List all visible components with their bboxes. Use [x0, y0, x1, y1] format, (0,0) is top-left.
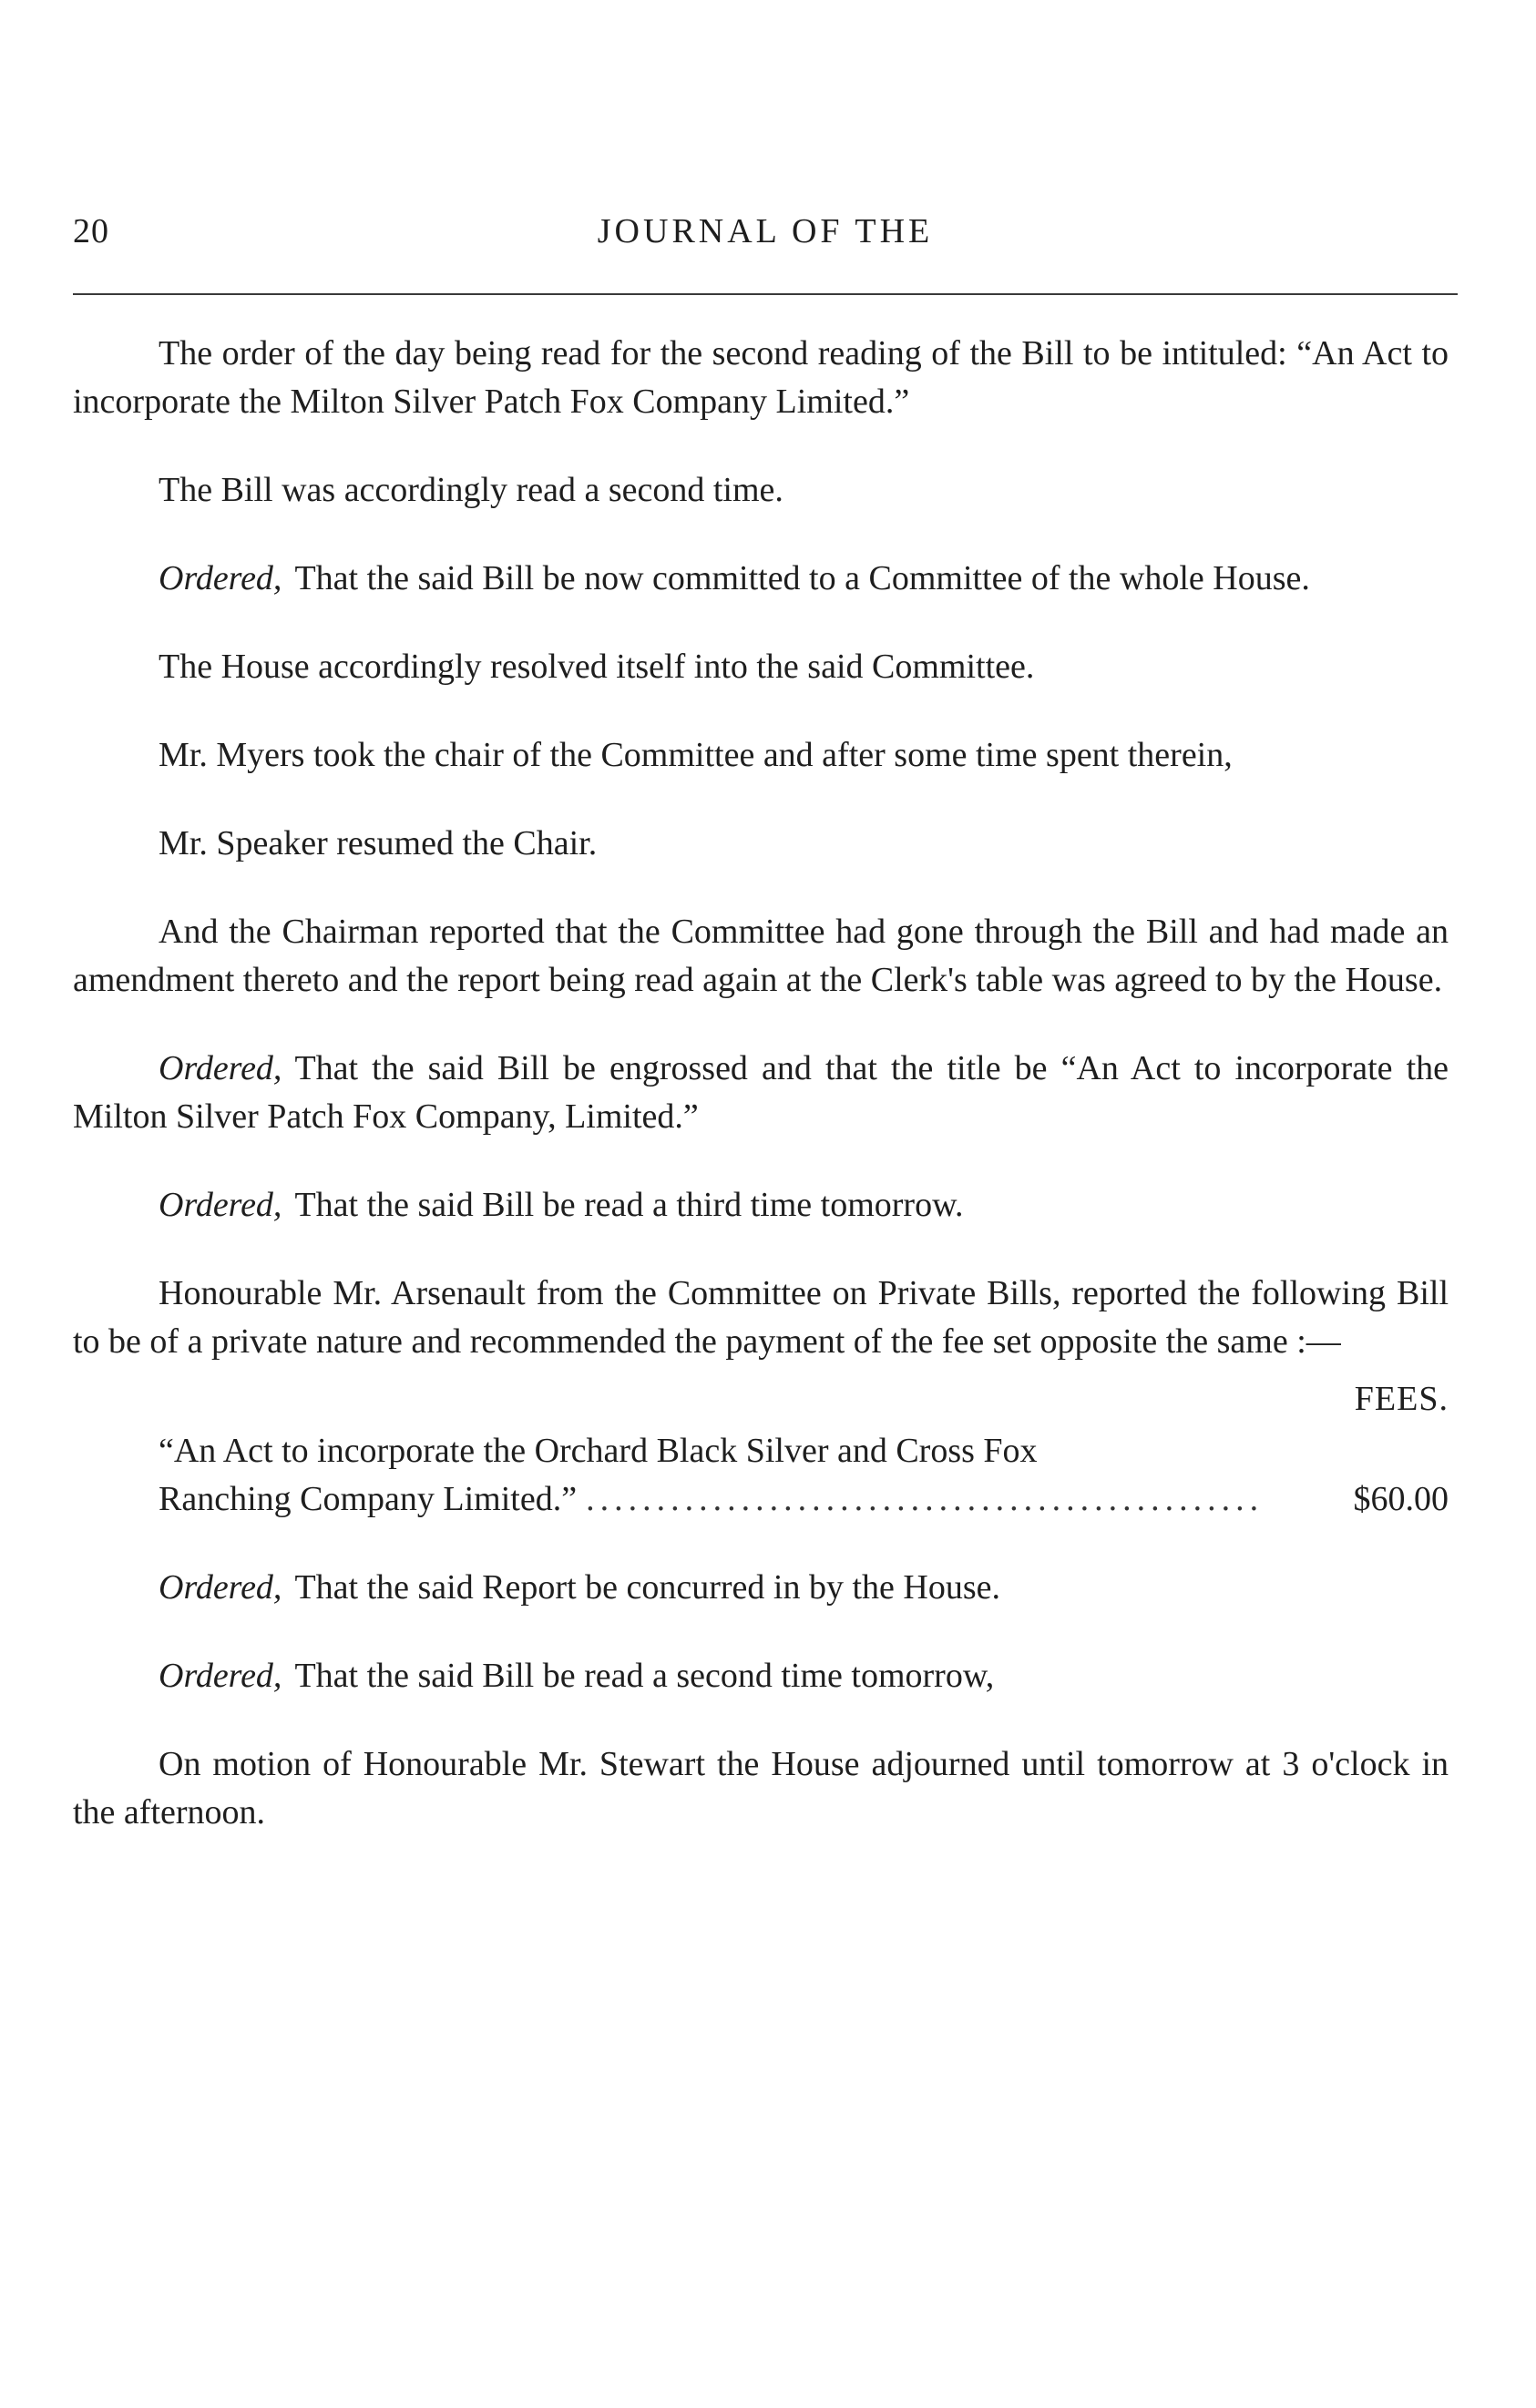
fee-dot-leader: ................................................: [586, 1480, 1265, 1518]
fee-item-title-line1: “An Act to incorporate the Orchard Black Silver and Cross Fox: [159, 1432, 1038, 1470]
paragraph-chairman-reported: And the Chairman reported that the Committee had gone through the Bill and had made an amendment thereto and the report being read again at the Clerk's table was agreed to by the House.: [73, 913, 1449, 999]
ordered-label: Ordered,: [159, 1657, 282, 1695]
ordered-text: That the said Bill be engrossed and that the title be “An Act to incorporate the Milton Silver Patch Fox Company, Limited.”: [73, 1049, 1449, 1136]
running-head: JOURNAL OF THE: [597, 212, 934, 250]
paragraph-second-reading: The order of the day being read for the second reading of the Bill to be intituled: “An Act to incorporate the Milton Silver Patch Fox Company Limited.”: [73, 334, 1449, 421]
paragraph-private-bills-report: Honourable Mr. Arsenault from the Committee on Private Bills, reported the following Bill to be of a private nature and recommended the payment of the fee set opposite the same :—: [73, 1274, 1449, 1361]
fee-amount: $60.00: [1353, 1480, 1449, 1518]
fee-item-title-line2: Ranching Company Limited.”: [159, 1480, 578, 1518]
page-header: [73, 211, 1458, 266]
fees-heading: FEES.: [1354, 1380, 1449, 1418]
ordered-text: That the said Bill be now committed to a Committee of the whole House.: [294, 559, 1310, 597]
page-number: 20: [73, 212, 109, 250]
paragraph-chair-taken: Mr. Myers took the chair of the Committee and after some time spent therein,: [159, 736, 1233, 774]
fee-item: [159, 1427, 1449, 1524]
paragraph-speaker-resumed: Mr. Speaker resumed the Chair.: [159, 824, 598, 862]
paragraph-bill-read: The Bill was accordingly read a second time.: [159, 471, 783, 509]
paragraph-house-resolved: The House accordingly resolved itself into the said Committee.: [159, 648, 1035, 686]
ordered-label: Ordered,: [159, 1568, 282, 1607]
paragraph-ordered-committed: [73, 555, 1449, 603]
paragraph-ordered-engrossed: [73, 1045, 1449, 1141]
ordered-text: That the said Bill be read a second time tomorrow,: [294, 1657, 995, 1695]
paragraph-adjournment: On motion of Honourable Mr. Stewart the House adjourned until tomorrow at 3 o'clock in the afternoon.: [73, 1745, 1449, 1832]
paragraph-ordered-third-reading: [73, 1181, 1449, 1230]
ordered-label: Ordered,: [159, 1049, 282, 1087]
fee-item-line2: [159, 1475, 1449, 1524]
journal-body: [73, 330, 1449, 1877]
paragraph-ordered-second-reading: [73, 1652, 1449, 1700]
header-rule: [73, 293, 1458, 295]
ordered-text: That the said Bill be read a third time tomorrow.: [294, 1186, 964, 1224]
ordered-label: Ordered,: [159, 559, 282, 597]
ordered-label: Ordered,: [159, 1186, 282, 1224]
ordered-text: That the said Report be concurred in by the House.: [294, 1568, 1000, 1607]
paragraph-ordered-concurred: [73, 1564, 1449, 1612]
